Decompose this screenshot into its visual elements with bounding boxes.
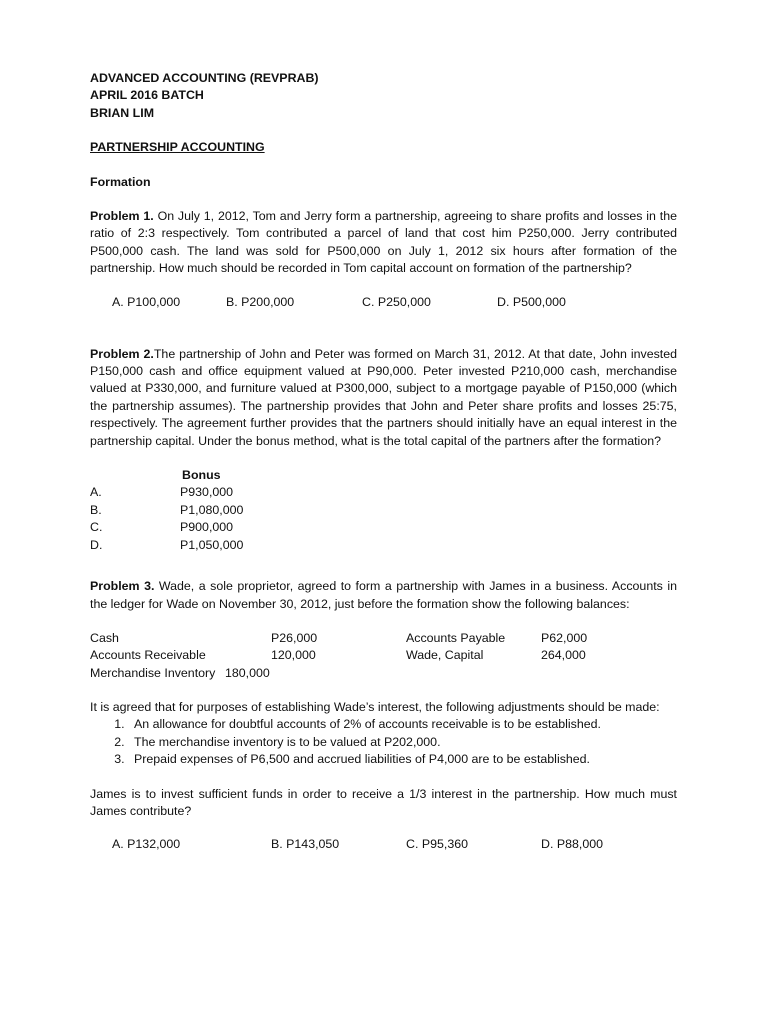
problem-1-choices: [90, 294, 677, 312]
problem-3-text: Wade, a sole proprietor, agreed to form a partnership with James in a business. Accounts in the ledger for Wade on November 30, 2012, just before the formation show the following balances:: [90, 579, 677, 611]
topic-heading: PARTNERSHIP ACCOUNTING: [90, 140, 265, 155]
capital-value: 264,000: [541, 647, 586, 662]
author-line: BRIAN LIM: [90, 105, 155, 120]
ap-label: Accounts Payable: [406, 630, 506, 645]
choice-a: A. P100,000: [112, 294, 181, 309]
choice-c: C. P250,000: [362, 294, 431, 309]
problem-1-label: Problem 1.: [90, 209, 154, 224]
choice-d: D. P88,000: [541, 837, 603, 852]
row-a-letter: A.: [90, 485, 102, 500]
problem-1-text: On July 1, 2012, Tom and Jerry form a partnership, agreeing to share profits and losses in the ratio of 2:3 respectively. Tom contributed a parcel of land that cost him P250,000. Jerry contributed P500,000 cash. The land was sold for P500,000 on July 1, 2012 six hours after formation of the partnership. How much should be recorded in Tom capital account on formation of the partnership?: [90, 209, 677, 276]
problem-1: [90, 208, 677, 278]
problem-3-label: Problem 3.: [90, 579, 155, 594]
choice-b: B. P200,000: [226, 294, 295, 309]
problem-2: [90, 346, 677, 450]
adjustments-intro: It is agreed that for purposes of establishing Wade’s interest, the following adjustments should be made:: [90, 699, 660, 714]
bonus-column-header: Bonus: [182, 468, 221, 483]
adjustment-item: 1. An allowance for doubtful accounts of 2% of accounts receivable is to be established.: [128, 716, 677, 733]
capital-label: Wade, Capital: [406, 647, 484, 662]
row-d-value: P1,050,000: [180, 538, 244, 553]
document-page: [90, 70, 677, 854]
adjustments-list: [90, 716, 677, 768]
cash-label: Cash: [90, 630, 119, 645]
row-c-letter: C.: [90, 520, 103, 535]
row-d-letter: D.: [90, 538, 103, 553]
course-title: ADVANCED ACCOUNTING (REVPRAB): [90, 71, 319, 85]
choice-b: B. P143,050: [271, 837, 340, 852]
problem-2-text: The partnership of John and Peter was formed on March 31, 2012. At that date, John invested P150,000 cash and office equipment valued at P90,000. Peter invested P210,000 cash, merchandise valued at P330,000, and furniture valued at P300,000, subject to a mortgage payable of P150,000 (which the partnership assumes). The partnership provides that John and Peter share profits and losses 25:75, respectively. The agreement further provides that the partners should initially have an equal interest in the partnership capital. Under the bonus method, what is the total capital of the partners after the formation?: [90, 346, 678, 448]
problem-2-label: Problem 2.: [90, 346, 154, 361]
problem-3-choices: [90, 836, 677, 854]
choice-c: C. P95,360: [406, 837, 468, 852]
choice-d: D. P500,000: [497, 294, 566, 309]
inventory-label: Merchandise Inventory: [90, 665, 216, 680]
inventory-value: 180,000: [225, 665, 270, 680]
problem-3: [90, 578, 677, 613]
row-b-value: P1,080,000: [180, 503, 244, 518]
section-heading: Formation: [90, 174, 151, 189]
adjustment-item: 3. Prepaid expenses of P6,500 and accrued liabilities of P4,000 are to be established.: [128, 751, 677, 768]
bonus-table: [90, 467, 677, 554]
choice-a: A. P132,000: [112, 837, 181, 852]
problem-3-question: James is to invest sufficient funds in order to receive a 1/3 interest in the partnership. How much must James contribute?: [90, 786, 677, 818]
row-b-letter: B.: [90, 503, 102, 518]
ar-value: 120,000: [271, 647, 316, 662]
row-a-value: P930,000: [180, 485, 234, 500]
ar-label: Accounts Receivable: [90, 647, 206, 662]
batch-line: APRIL 2016 BATCH: [90, 88, 204, 103]
cash-value: P26,000: [271, 630, 318, 645]
adjustment-item: 2. The merchandise inventory is to be valued at P202,000.: [128, 734, 677, 751]
ap-value: P62,000: [541, 630, 588, 645]
ledger-balances: [90, 630, 677, 682]
row-c-value: P900,000: [180, 520, 234, 535]
